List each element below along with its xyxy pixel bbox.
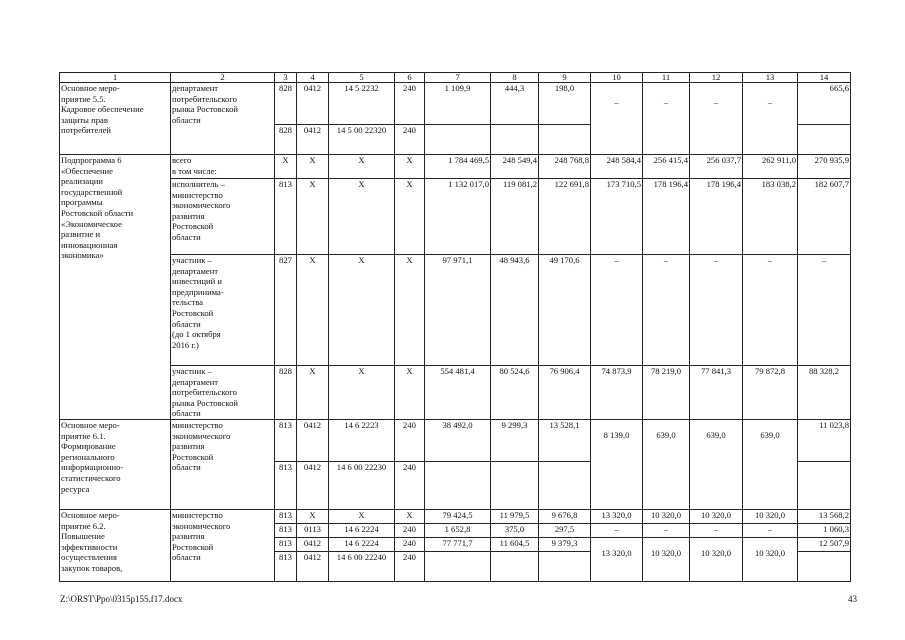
table-cell bbox=[591, 420, 643, 510]
table-cell: Подпрограмма 6 «Обеспечение реализации государственной программы Ростовской области «Экономическое развитие и инновационная экономика» bbox=[60, 155, 171, 420]
table-cell: 240 bbox=[395, 83, 425, 125]
table-cell: 813 bbox=[275, 510, 297, 524]
table-cell: 240 bbox=[395, 524, 425, 538]
table-cell bbox=[491, 462, 539, 510]
table-cell: департамент потребительского рынка Ростовской области bbox=[171, 83, 275, 155]
table-body bbox=[60, 73, 851, 582]
table-cell: Х bbox=[329, 179, 395, 255]
table-cell bbox=[690, 83, 743, 155]
table-row bbox=[60, 255, 851, 366]
table-cell: – bbox=[591, 255, 643, 366]
table-cell: – bbox=[690, 255, 743, 366]
table-cell: – bbox=[743, 524, 798, 538]
table-cell: 11 604,5 bbox=[491, 538, 539, 552]
table-cell: 0412 bbox=[297, 462, 329, 510]
table-cell bbox=[743, 420, 798, 510]
table-cell: 11 979,5 bbox=[491, 510, 539, 524]
table-cell bbox=[643, 538, 690, 582]
table-cell: 828 bbox=[275, 366, 297, 420]
table-cell: 182 607,7 bbox=[798, 179, 851, 255]
table-row bbox=[60, 366, 851, 420]
year-value: – bbox=[663, 97, 669, 107]
table-cell: 240 bbox=[395, 420, 425, 462]
table-cell: 240 bbox=[395, 552, 425, 582]
table-cell: 13 528,1 bbox=[539, 420, 591, 462]
column-number-1: 1 bbox=[60, 73, 171, 83]
table-cell: 813 bbox=[275, 420, 297, 462]
table-cell: – bbox=[591, 524, 643, 538]
column-number-5: 5 bbox=[329, 73, 395, 83]
column-number-header-row bbox=[60, 73, 851, 83]
table-cell: 80 524,6 bbox=[491, 366, 539, 420]
year-value: 639,0 bbox=[706, 430, 726, 440]
table-cell bbox=[591, 538, 643, 582]
table-cell: Х bbox=[275, 155, 297, 179]
table-cell bbox=[743, 83, 798, 155]
column-number-3: 3 bbox=[275, 73, 297, 83]
table-cell: 14 6 2223 bbox=[329, 420, 395, 462]
table-cell: 9 299,3 bbox=[491, 420, 539, 462]
table-cell: – bbox=[643, 255, 690, 366]
table-cell: Основное меро- приятие 6.1. Формирование регионального информационно- статистического ресурса bbox=[60, 420, 171, 510]
table-cell: 813 bbox=[275, 538, 297, 552]
year-value: 10 320,0 bbox=[650, 548, 682, 558]
table-cell: 14 6 00 22230 bbox=[329, 462, 395, 510]
table-cell bbox=[690, 420, 743, 510]
table-cell: 828 bbox=[275, 83, 297, 125]
table-cell: 1 060,3 bbox=[798, 524, 851, 538]
year-value: 10 320,0 bbox=[754, 548, 786, 558]
table-cell: – bbox=[743, 255, 798, 366]
column-number-4: 4 bbox=[297, 73, 329, 83]
table-cell: Х bbox=[329, 155, 395, 179]
table-cell: 13 320,0 bbox=[591, 510, 643, 524]
table-cell: 1 109,9 bbox=[425, 83, 491, 125]
table-cell: 119 081,2 bbox=[491, 179, 539, 255]
table-cell: 178 196,4 bbox=[643, 179, 690, 255]
column-number-11: 11 bbox=[643, 73, 690, 83]
table-cell: Основное меро- приятие 5.5. Кадровое обеспечение защиты прав потребителей bbox=[60, 83, 171, 155]
table-cell: 813 bbox=[275, 552, 297, 582]
table-cell: 10 320,0 bbox=[643, 510, 690, 524]
table-cell: 178 196,4 bbox=[690, 179, 743, 255]
table-cell: 0412 bbox=[297, 125, 329, 155]
table-cell: 79 424,5 bbox=[425, 510, 491, 524]
table-cell: 0113 bbox=[297, 524, 329, 538]
table-cell: участник – департамент потребительского рынка Ростовской области bbox=[171, 366, 275, 420]
table-cell: 270 935,9 bbox=[798, 155, 851, 179]
year-value: 8 139,0 bbox=[603, 430, 630, 440]
table-cell bbox=[539, 462, 591, 510]
table-cell: 76 906,4 bbox=[539, 366, 591, 420]
table-cell: участник – департамент инвестиций и предпринима- тельства Ростовской области (до 1 октября 2016 г.) bbox=[171, 255, 275, 366]
column-number-14: 14 bbox=[798, 73, 851, 83]
table-cell bbox=[591, 83, 643, 155]
table-cell: всего в том числе: bbox=[171, 155, 275, 179]
table-cell bbox=[798, 125, 851, 155]
table-cell: 97 971,1 bbox=[425, 255, 491, 366]
table-cell: 74 873,9 bbox=[591, 366, 643, 420]
table-cell: 10 320,0 bbox=[690, 510, 743, 524]
table-row bbox=[60, 510, 851, 524]
table-cell bbox=[539, 552, 591, 582]
table-cell: 297,5 bbox=[539, 524, 591, 538]
table-cell: 262 911,0 bbox=[743, 155, 798, 179]
table-cell: – bbox=[643, 524, 690, 538]
table-cell bbox=[539, 125, 591, 155]
table-cell: 248 549,4 bbox=[491, 155, 539, 179]
table-cell: 1 652,8 bbox=[425, 524, 491, 538]
column-number-13: 13 bbox=[743, 73, 798, 83]
table-cell: 256 415,4 bbox=[643, 155, 690, 179]
column-number-2: 2 bbox=[171, 73, 275, 83]
table-cell: 0412 bbox=[297, 538, 329, 552]
table-cell: 240 bbox=[395, 462, 425, 510]
table-cell: 183 038,2 bbox=[743, 179, 798, 255]
table-cell: 813 bbox=[275, 524, 297, 538]
table-cell: – bbox=[690, 524, 743, 538]
table-cell: Х bbox=[329, 255, 395, 366]
column-number-12: 12 bbox=[690, 73, 743, 83]
table-cell: 375,0 bbox=[491, 524, 539, 538]
table-cell: 0412 bbox=[297, 420, 329, 462]
table-cell: 78 219,0 bbox=[643, 366, 690, 420]
table-cell: 248 768,8 bbox=[539, 155, 591, 179]
table-cell: 9 676,8 bbox=[539, 510, 591, 524]
table-cell: 11 023,8 bbox=[798, 420, 851, 462]
table-cell: Х bbox=[395, 179, 425, 255]
table-row bbox=[60, 420, 851, 462]
table-cell: 14 6 00 22240 bbox=[329, 552, 395, 582]
table-cell: 14 6 2224 bbox=[329, 538, 395, 552]
year-value: – bbox=[614, 97, 619, 107]
table-cell: 88 328,2 bbox=[798, 366, 851, 420]
table-cell: Х bbox=[395, 155, 425, 179]
table-cell: Х bbox=[297, 366, 329, 420]
table-cell: Х bbox=[297, 179, 329, 255]
table-cell: 14 5 2232 bbox=[329, 83, 395, 125]
table-cell: Х bbox=[395, 255, 425, 366]
table-cell: министерство экономического развития Ростовской области bbox=[171, 510, 275, 582]
table-cell: 813 bbox=[275, 462, 297, 510]
table-cell: Х bbox=[329, 510, 395, 524]
table-cell bbox=[425, 552, 491, 582]
year-value: 639,0 bbox=[760, 430, 780, 440]
table-row bbox=[60, 83, 851, 125]
table-cell: 248 584,4 bbox=[591, 155, 643, 179]
table-cell bbox=[643, 83, 690, 155]
table-cell: 38 492,0 bbox=[425, 420, 491, 462]
table-cell: 122 691,8 bbox=[539, 179, 591, 255]
table-row bbox=[60, 179, 851, 255]
table-cell: министерство экономического развития Ростовской области bbox=[171, 420, 275, 510]
table-cell: Х bbox=[329, 366, 395, 420]
table-cell: 444,3 bbox=[491, 83, 539, 125]
table-cell: 77 771,7 bbox=[425, 538, 491, 552]
table-cell: 12 507,9 bbox=[798, 538, 851, 552]
table-cell: 813 bbox=[275, 179, 297, 255]
table-cell: 240 bbox=[395, 125, 425, 155]
column-number-7: 7 bbox=[425, 73, 491, 83]
year-value: – bbox=[713, 97, 719, 107]
table-cell: Х bbox=[297, 155, 329, 179]
column-number-10: 10 bbox=[591, 73, 643, 83]
table-cell bbox=[491, 552, 539, 582]
table-row bbox=[60, 155, 851, 179]
table-cell: Х bbox=[297, 255, 329, 366]
page-number: 43 bbox=[848, 594, 857, 604]
table-cell: 9 379,3 bbox=[539, 538, 591, 552]
table-cell: 13 568,2 bbox=[798, 510, 851, 524]
table-cell: 827 bbox=[275, 255, 297, 366]
table-cell: 14 6 2224 bbox=[329, 524, 395, 538]
table-cell: 1 784 469,5 bbox=[425, 155, 491, 179]
table-cell bbox=[643, 420, 690, 510]
table-cell: 14 5 00 22320 bbox=[329, 125, 395, 155]
table-cell: 173 710,5 bbox=[591, 179, 643, 255]
table-cell: 256 037,7 bbox=[690, 155, 743, 179]
table-cell bbox=[690, 538, 743, 582]
table-cell: 10 320,0 bbox=[743, 510, 798, 524]
table-cell: – bbox=[798, 255, 851, 366]
column-number-8: 8 bbox=[491, 73, 539, 83]
table-cell: исполнитель – министерство экономического развития Ростовской области bbox=[171, 179, 275, 255]
document-path: Z:\ORST\Ppo\0315p155.f17.docx bbox=[60, 594, 183, 604]
table-cell bbox=[798, 462, 851, 510]
table-cell: 828 bbox=[275, 125, 297, 155]
table-cell: Основное меро- приятие 6.2. Повышение эффективности осуществления закупок товаров, bbox=[60, 510, 171, 582]
year-value: 10 320,0 bbox=[700, 548, 732, 558]
year-value: – bbox=[767, 97, 773, 107]
column-number-9: 9 bbox=[539, 73, 591, 83]
table-cell: 198,0 bbox=[539, 83, 591, 125]
table-cell: 554 481,4 bbox=[425, 366, 491, 420]
table-cell: 49 170,6 bbox=[539, 255, 591, 366]
table-cell: Х bbox=[395, 366, 425, 420]
table-cell: 0412 bbox=[297, 83, 329, 125]
table-cell bbox=[425, 462, 491, 510]
table-cell: 79 872,8 bbox=[743, 366, 798, 420]
table-cell: Х bbox=[297, 510, 329, 524]
table-cell bbox=[425, 125, 491, 155]
table-cell: Х bbox=[395, 510, 425, 524]
table-cell: 77 841,3 bbox=[690, 366, 743, 420]
table-cell: 240 bbox=[395, 538, 425, 552]
table-cell bbox=[491, 125, 539, 155]
table-cell: 665,6 bbox=[798, 83, 851, 125]
table-cell: 0412 bbox=[297, 552, 329, 582]
year-value: 13 320,0 bbox=[601, 548, 632, 558]
table-cell bbox=[798, 552, 851, 582]
year-value: 639,0 bbox=[656, 430, 676, 440]
budget-table bbox=[59, 72, 851, 582]
column-number-6: 6 bbox=[395, 73, 425, 83]
table-cell bbox=[743, 538, 798, 582]
table-cell: 1 132 017,0 bbox=[425, 179, 491, 255]
table-cell: 48 943,6 bbox=[491, 255, 539, 366]
